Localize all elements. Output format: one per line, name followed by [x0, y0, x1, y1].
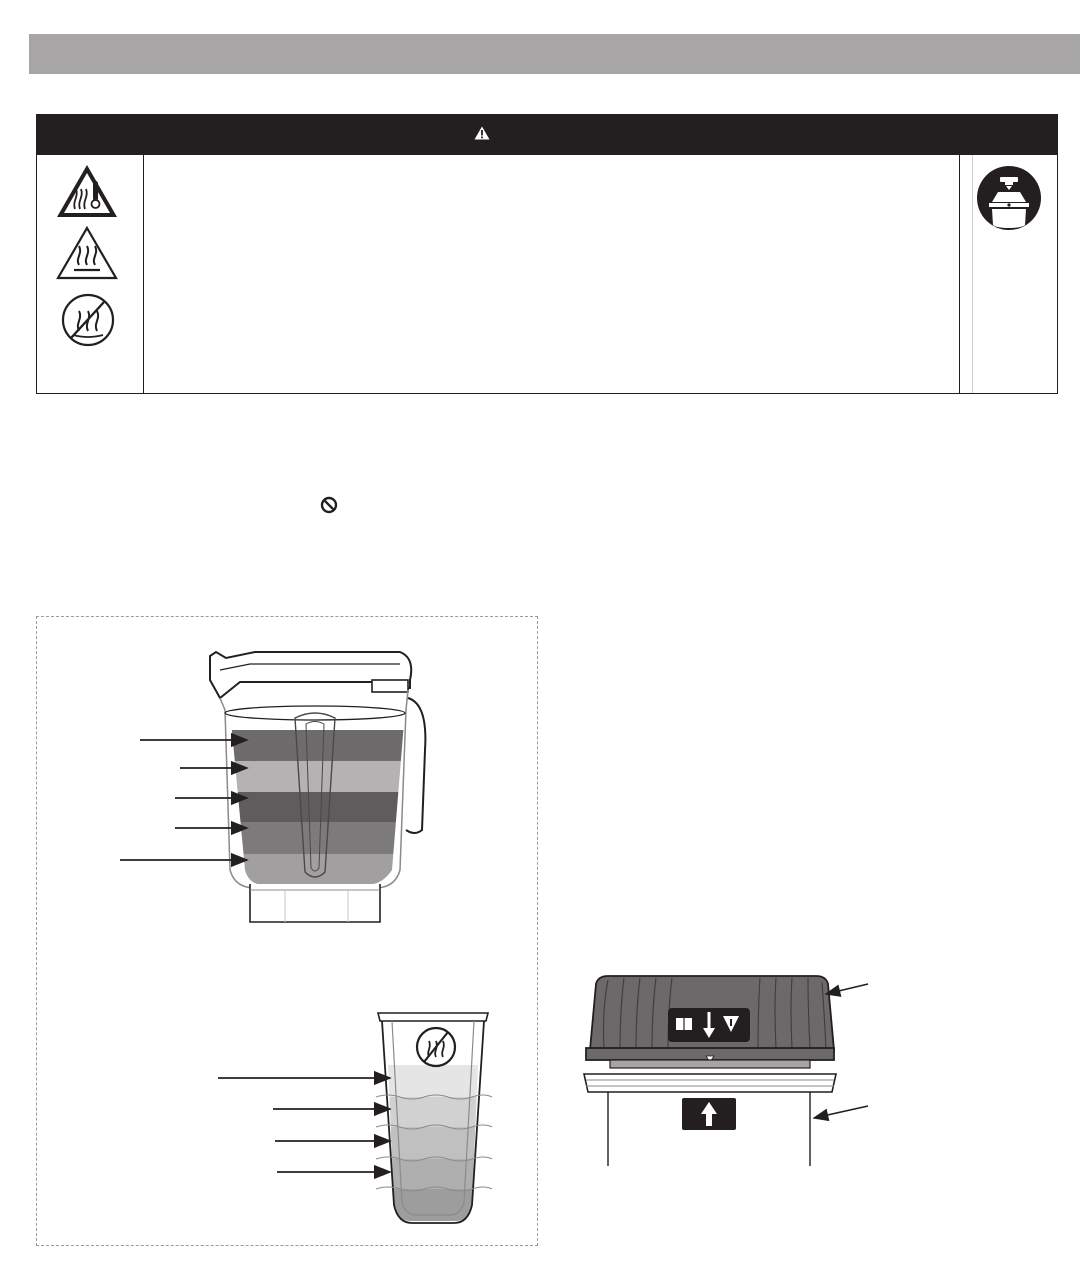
warning-symbols-column	[37, 155, 144, 393]
lid-callout-arrow	[826, 984, 868, 994]
secure-lid-icon	[976, 165, 1042, 231]
prohibited-icon	[320, 496, 338, 514]
lid-symbol-column	[959, 155, 1058, 393]
warning-header	[37, 115, 1057, 155]
no-hot-liquids-icon	[59, 291, 117, 349]
hot-surface-warning-icon	[55, 225, 119, 281]
no-hot-liquids-icon	[417, 1028, 455, 1066]
hot-liquid-thermometer-warning-icon	[55, 163, 119, 219]
pitcher-level-arrows	[110, 725, 260, 875]
lid-callout-arrow	[814, 1106, 868, 1118]
cup-level-arrows	[210, 1065, 395, 1185]
lid-assembly-illustration	[580, 970, 870, 1170]
section-header-bar	[29, 34, 1080, 74]
warning-triangle-icon	[474, 126, 490, 140]
warning-box	[36, 114, 1058, 394]
